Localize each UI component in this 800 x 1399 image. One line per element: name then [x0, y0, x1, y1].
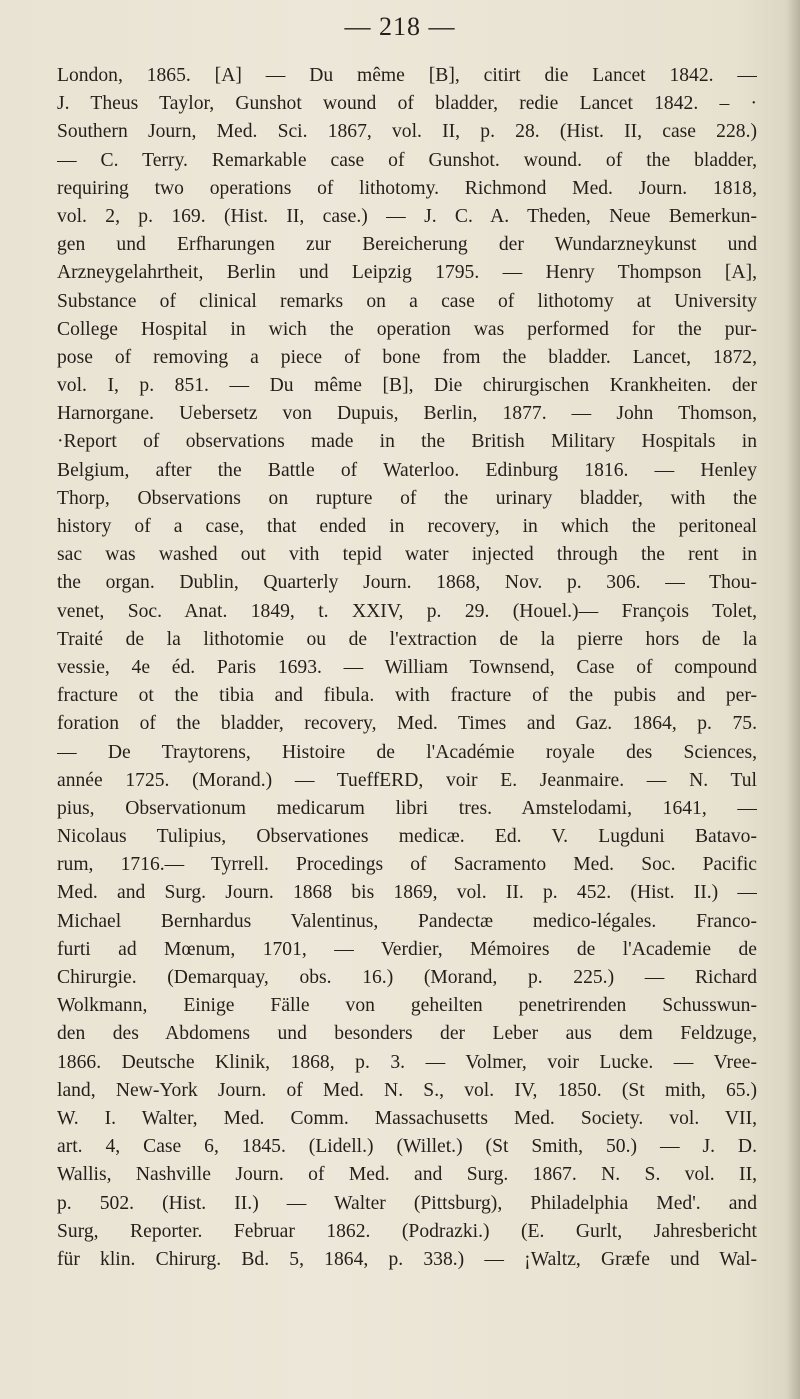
text-line: W. I. Walter, Med. Comm. Massachusetts Med. Society. vol. VII, [57, 1107, 757, 1129]
text-line: p. 502. (Hist. II.) — Walter (Pittsburg), Philadelphia Med'. and [57, 1192, 757, 1214]
text-line: furti ad Mœnum, 1701, — Verdier, Mémoires de l'Academie de [57, 938, 757, 960]
text-line: — De Traytorens, Histoire de l'Académie royale des Sciences, [57, 741, 757, 763]
text-line: Arzneygelahrtheit, Berlin und Leipzig 1795. — Henry Thompson [A], [57, 262, 757, 284]
text-line: art. 4, Case 6, 1845. (Lidell.) (Willet.) (St Smith, 50.) — J. D. [57, 1136, 757, 1158]
text-line: rum, 1716.— Tyrrell. Procedings of Sacramento Med. Soc. Pacific [57, 854, 757, 876]
text-line: Michael Bernhardus Valentinus, Pandectæ medico-légales. Franco- [57, 910, 757, 932]
bibliography-text [57, 62, 757, 1274]
text-line: land, New-York Journ. of Med. N. S., vol. IV, 1850. (St mith, 65.) [57, 1079, 757, 1101]
text-line: Substance of clinical remarks on a case of lithotomy at University [57, 290, 757, 312]
text-line: sac was washed out vith tepid water injected through the rent in [57, 544, 757, 566]
text-line: Med. and Surg. Journ. 1868 bis 1869, vol. II. p. 452. (Hist. II.) — [57, 882, 757, 904]
text-line: Wallis, Nashville Journ. of Med. and Surg. 1867. N. S. vol. II, [57, 1164, 757, 1186]
text-line: Thorp, Observations on rupture of the urinary bladder, with the [57, 487, 757, 509]
text-line: année 1725. (Morand.) — TueffERD, voir E. Jeanmaire. — N. Tul [57, 769, 757, 791]
text-line: Surg, Reporter. Februar 1862. (Podrazki.) (E. Gurlt, Jahresbericht [57, 1220, 757, 1242]
text-line: the organ. Dublin, Quarterly Journ. 1868, Nov. p. 306. — Thou- [57, 572, 757, 594]
page-number: — 218 — [344, 12, 456, 41]
text-line: Harnorgane. Uebersetz von Dupuis, Berlin, 1877. — John Thomson, [57, 403, 757, 425]
text-line: vessie, 4e éd. Paris 1693. — William Townsend, Case of compound [57, 656, 757, 678]
text-line: 1866. Deutsche Klinik, 1868, p. 3. — Volmer, voir Lucke. — Vree- [57, 1051, 757, 1073]
text-line: requiring two operations of lithotomy. Richmond Med. Journ. 1818, [57, 177, 757, 199]
text-line: Wolkmann, Einige Fälle von geheilten penetrirenden Schusswun- [57, 995, 757, 1017]
text-line: College Hospital in wich the operation was performed for the pur- [57, 318, 757, 340]
text-line: history of a case, that ended in recovery, in which the peritoneal [57, 516, 757, 537]
text-line: vol. 2, p. 169. (Hist. II, case.) — J. C. A. Theden, Neue Bemerkun- [57, 205, 757, 227]
text-line: venet, Soc. Anat. 1849, t. XXIV, p. 29. (Houel.)— François Tolet, [57, 600, 757, 622]
text-line: — C. Terry. Remarkable case of Gunshot. wound. of the bladder, [57, 149, 757, 171]
text-line: J. Theus Taylor, Gunshot wound of bladder, redie Lancet 1842. – · [57, 93, 757, 115]
text-line: pose of removing a piece of bone from the bladder. Lancet, 1872, [57, 346, 757, 368]
text-line: foration of the bladder, recovery, Med. Times and Gaz. 1864, p. 75. [57, 713, 757, 735]
text-line: ·Report of observations made in the British Military Hospitals in [57, 431, 757, 453]
text-line: Nicolaus Tulipius, Observationes medicæ. Ed. V. Lugduni Batavo- [57, 826, 757, 848]
text-line: pius, Observationum medicarum libri tres. Amstelodami, 1641, — [57, 797, 757, 819]
text-line: fracture ot the tibia and fibula. with fracture of the pubis and per- [57, 685, 757, 707]
text-line: London, 1865. [A] — Du même [B], citirt die Lancet 1842. — [57, 65, 757, 86]
text-line: gen und Erfharungen zur Bereicherung der Wundarzneykunst und [57, 234, 757, 256]
text-line: Southern Journ, Med. Sci. 1867, vol. II, p. 28. (Hist. II, case 228.) [57, 121, 757, 143]
page-edge-shadow [786, 0, 800, 1399]
text-line: Traité de la lithotomie ou de l'extraction de la pierre hors de la [57, 628, 757, 650]
text-line: vol. I, p. 851. — Du même [B], Die chirurgischen Krankheiten. der [57, 375, 757, 397]
text-line: für klin. Chirurg. Bd. 5, 1864, p. 338.) — ¡Waltz, Græfe und Wal- [57, 1248, 757, 1270]
text-line: Chirurgie. (Demarquay, obs. 16.) (Morand, p. 225.) — Richard [57, 967, 757, 988]
text-line: Belgium, after the Battle of Waterloo. Edinburg 1816. — Henley [57, 459, 757, 481]
text-line: den des Abdomens und besonders der Leber aus dem Feldzuge, [57, 1023, 757, 1045]
